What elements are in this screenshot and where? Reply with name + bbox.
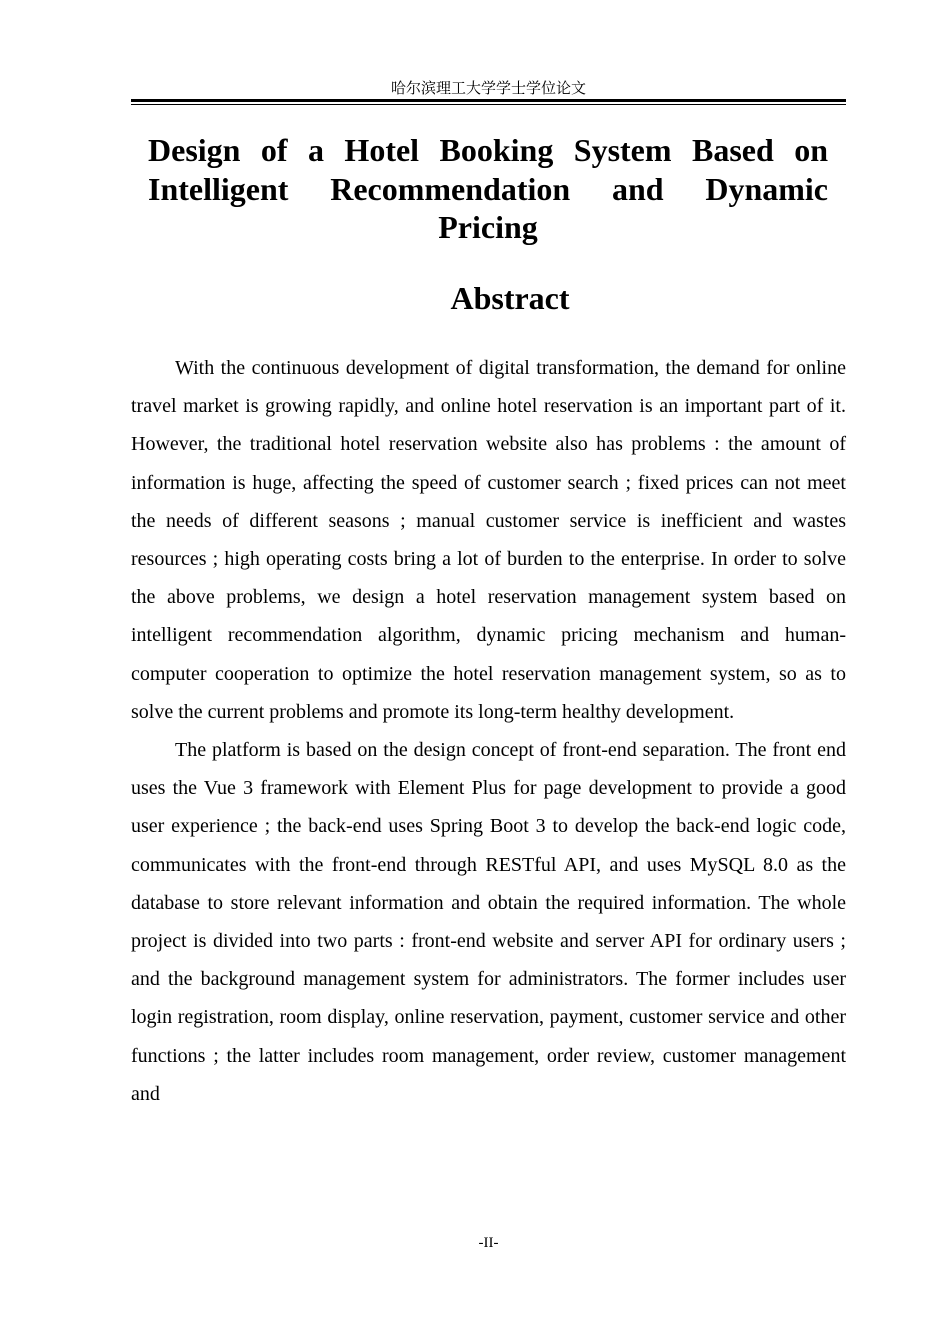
header-rule-thin: [131, 104, 846, 105]
abstract-paragraph-1: With the continuous development of digital transformation, the demand for online travel market is growing rapidly, and online hotel reservation is an important part of it. However, the traditional hotel reservation website also has problems : the amount of information is huge, affecting the speed of customer search ; fixed prices can not meet the needs of different seasons ; manual customer service is inefficient and wastes resources ; high operating costs bring a lot of burden to the enterprise. In order to solve the above problems, we design a hotel reservation management system based on intelligent recommendation algorithm, dynamic pricing mechanism and human-computer cooperation to optimize the hotel reservation management system, so as to solve the current problems and promote its long-term healthy development.: [131, 357, 846, 723]
header-rule-thick: [131, 99, 846, 102]
abstract-body: [131, 349, 846, 1113]
abstract-paragraph-2: The platform is based on the design concept of front-end separation. The front end uses the Vue 3 framework with Element Plus for page development to provide a good user experience ; the back-end uses Spring Boot 3 to develop the back-end logic code, communicates with the front-end through RESTful API, and uses MySQL 8.0 as the database to store relevant information and obtain the required information. The whole project is divided into two parts : front-end website and server API for ordinary users ; and the background management system for administrators. The former includes user login registration, room display, online reservation, payment, customer service and other functions ; the latter includes room management, order review, customer management and: [131, 739, 846, 1105]
running-header: 哈尔滨理工大学学士学位论文: [390, 79, 586, 97]
abstract-heading: Abstract: [450, 280, 570, 316]
paper-title: Design of a Hotel Booking System Based on Intelligent Recommendation and Dynamic Pricing: [148, 132, 828, 245]
page-number: -II-: [478, 1235, 499, 1251]
